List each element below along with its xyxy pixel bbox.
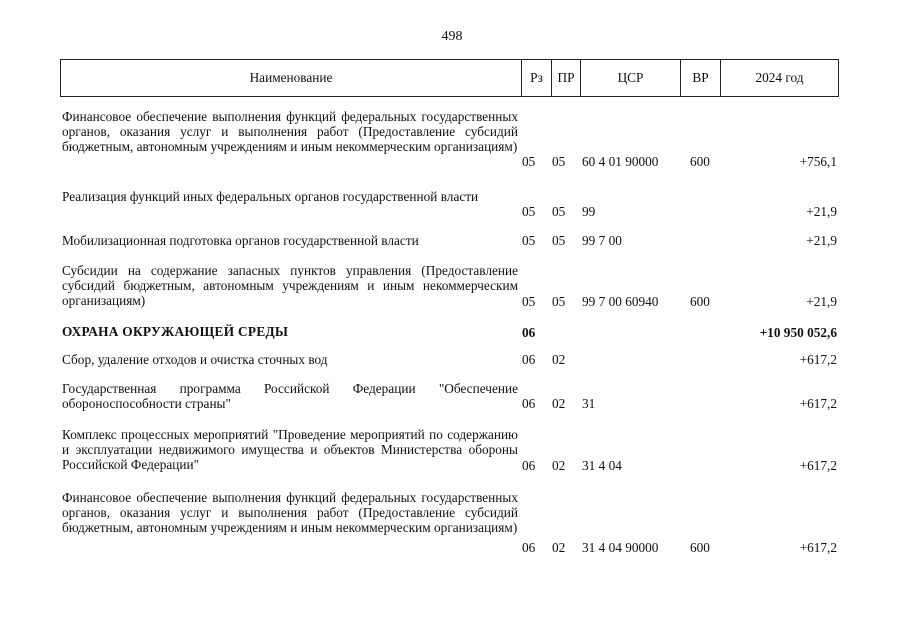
row-csr: 99 7 00 60940 — [582, 294, 659, 309]
header-rz: Рз — [521, 60, 551, 96]
table-row — [60, 427, 839, 473]
row-rz: 06 — [522, 396, 536, 411]
table-row — [60, 109, 839, 169]
row-csr: 31 — [582, 396, 596, 411]
row-pr: 05 — [552, 204, 566, 219]
row-value: +617,2 — [799, 396, 837, 411]
row-rz: 06 — [522, 325, 536, 340]
header-vr: ВР — [680, 60, 720, 96]
row-pr: 05 — [552, 294, 566, 309]
section-total: +10 950 052,6 — [759, 325, 837, 340]
header-pr: ПР — [551, 60, 580, 96]
section-title: ОХРАНА ОКРУЖАЮЩЕЙ СРЕДЫ — [62, 324, 289, 339]
page-number: 498 — [441, 29, 463, 44]
row-pr: 05 — [552, 233, 566, 248]
row-vr: 600 — [690, 540, 710, 555]
row-name: Государственная программа Российской Федерации "Обеспечение обороноспособности страны" — [62, 381, 518, 411]
row-rz: 05 — [522, 233, 536, 248]
row-name: Мобилизационная подготовка органов государственной власти — [62, 233, 419, 248]
row-pr: 02 — [552, 396, 566, 411]
table-row — [60, 233, 839, 248]
table-row — [60, 189, 839, 219]
table-row — [60, 263, 839, 309]
row-rz: 05 — [522, 154, 536, 169]
row-csr: 60 4 01 90000 — [582, 154, 659, 169]
row-rz: 06 — [522, 458, 536, 473]
row-csr: 99 — [582, 204, 596, 219]
row-vr: 600 — [690, 294, 710, 309]
header-csr: ЦСР — [580, 60, 680, 96]
row-name: Реализация функций иных федеральных органов государственной власти — [62, 189, 479, 204]
row-rz: 06 — [522, 352, 536, 367]
row-name: Субсидии на содержание запасных пунктов управления (Предоставление субсидий бюджетным, автономным учреждениям и иным некоммерческим организациям) — [62, 263, 518, 308]
row-pr: 02 — [552, 540, 566, 555]
row-csr: 31 4 04 90000 — [582, 540, 659, 555]
table-header — [60, 59, 839, 97]
row-value: +756,1 — [799, 154, 837, 169]
row-vr: 600 — [690, 154, 710, 169]
header-year: 2024 год — [720, 60, 838, 96]
row-value: +21,9 — [806, 233, 837, 248]
row-rz: 05 — [522, 204, 536, 219]
row-pr: 05 — [552, 154, 566, 169]
row-rz: 06 — [522, 540, 536, 555]
row-name: Финансовое обеспечение выполнения функций федеральных государственных органов, оказания услуг и выполнения работ (Предоставление субсидий бюджетным, автономным учреждениям и иным некоммерческим организациям) — [62, 109, 518, 154]
section-row — [60, 324, 839, 340]
row-name: Сбор, удаление отходов и очистка сточных вод — [62, 352, 328, 367]
row-name: Комплекс процессных мероприятий "Проведение мероприятий по содержанию и эксплуатации недвижимого имущества и объектов Министерства обороны Российской Федерации" — [62, 427, 518, 472]
table-row — [60, 490, 839, 555]
row-name: Финансовое обеспечение выполнения функций федеральных государственных органов, оказания услуг и выполнения работ (Предоставление субсидий бюджетным, автономным учреждениям и иным некоммерческим организациям) — [62, 490, 518, 535]
row-value: +617,2 — [799, 458, 837, 473]
row-csr: 99 7 00 — [582, 233, 622, 248]
row-value: +617,2 — [799, 352, 837, 367]
row-value: +21,9 — [806, 204, 837, 219]
row-value: +21,9 — [806, 294, 837, 309]
row-value: +617,2 — [799, 540, 837, 555]
row-rz: 05 — [522, 294, 536, 309]
row-csr: 31 4 04 — [582, 458, 622, 473]
table-row — [60, 381, 839, 411]
table-row — [60, 352, 839, 367]
row-pr: 02 — [552, 458, 566, 473]
row-pr: 02 — [552, 352, 566, 367]
header-name: Наименование — [249, 70, 333, 85]
